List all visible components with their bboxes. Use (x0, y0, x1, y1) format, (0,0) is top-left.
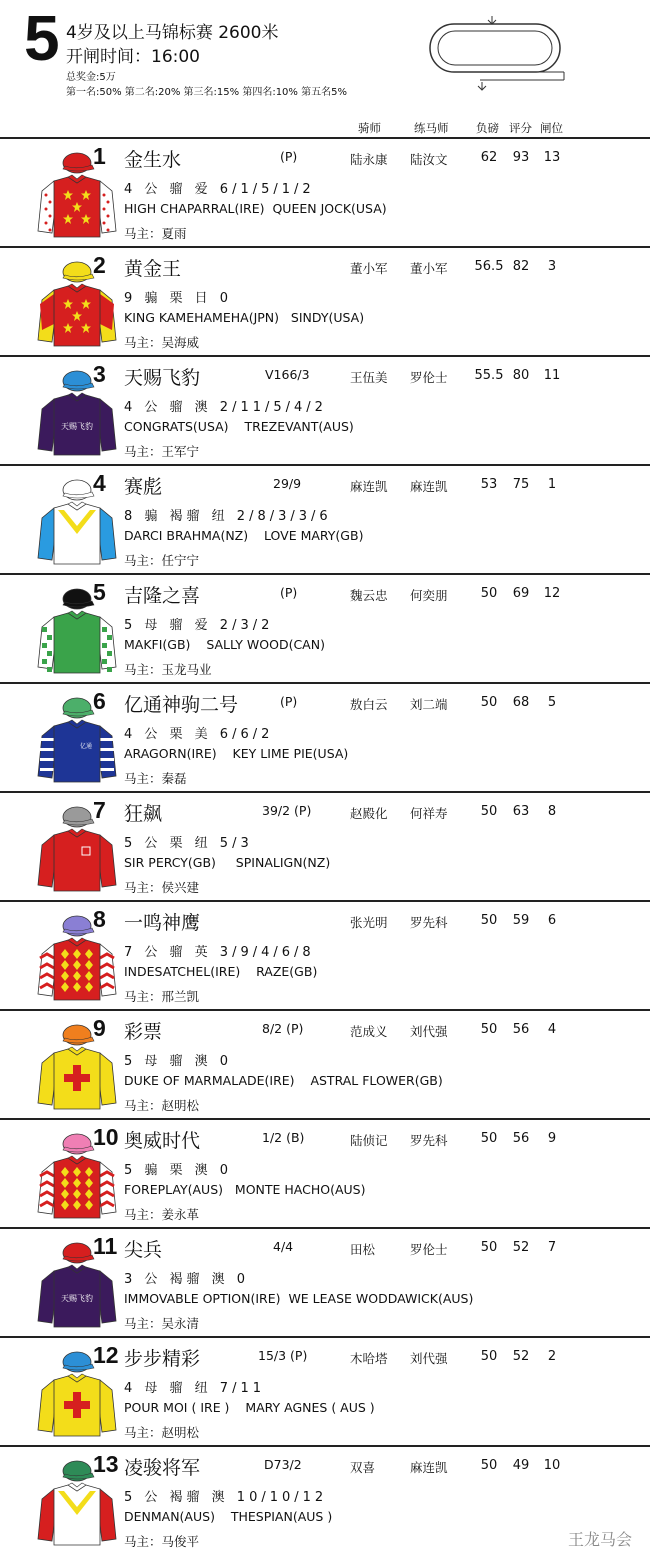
jockey-silks-icon (34, 908, 120, 1006)
race-start-time: 开闸时间：16:00 (66, 47, 200, 67)
jockey-silks-icon (34, 1017, 120, 1115)
draw-value: 4 (547, 1022, 557, 1037)
svg-text:亿通: 亿通 (79, 743, 93, 750)
horse-info: 4 公 骝 爱 6/1/5/1/2 (124, 182, 315, 197)
owner-line (124, 1314, 199, 1332)
horse-info: 5 公 栗 纽 5/3 (124, 836, 253, 851)
owner-name: 秦磊 (161, 771, 187, 786)
odds-note: D73/2 (264, 1457, 302, 1472)
jockey-name: 陆永康 (350, 152, 388, 167)
owner-name: 马俊平 (161, 1534, 200, 1549)
owner-name: 吴海威 (161, 335, 200, 350)
owner-line (124, 1423, 199, 1441)
jockey-silks-icon (34, 581, 120, 679)
jockey-name: 王伍美 (350, 370, 388, 385)
jockey-name: 魏云忠 (350, 588, 388, 603)
owner-label: 马主： (124, 989, 162, 1004)
weight-value: 62 (480, 150, 498, 165)
owner-label: 马主： (124, 444, 162, 459)
rating-value: 69 (512, 586, 530, 601)
owner-name: 玉龙马业 (161, 662, 212, 677)
trainer-name: 陆汝文 (410, 152, 448, 167)
trainer-name: 刘代强 (410, 1351, 448, 1366)
draw-value: 3 (547, 259, 557, 274)
pedigree: DENMAN(AUS) THESPIAN(AUS ) (124, 1509, 333, 1524)
pedigree: FOREPLAY(AUS) MONTE HACHO(AUS) (124, 1182, 366, 1197)
weight-value: 55.5 (474, 368, 504, 383)
owner-name: 侯兴建 (161, 880, 200, 895)
rating-value: 56 (512, 1131, 530, 1146)
odds-note: 15/3 (P) (258, 1348, 308, 1363)
runner-number: 13 (93, 1451, 119, 1477)
weight-value: 50 (480, 913, 498, 928)
horse-name: 一鸣神鹰 (124, 912, 201, 934)
odds-note: 39/2 (P) (262, 803, 312, 818)
owner-line (124, 333, 199, 351)
odds-note: V166/3 (265, 367, 310, 382)
header-rating: 评分 (509, 121, 532, 135)
pedigree: IMMOVABLE OPTION(IRE) WE LEASE WODDAWICK(AUS) (124, 1291, 474, 1306)
horse-info: 7 公 骝 英 3/9/4/6/8 (124, 945, 315, 960)
owner-label: 马主： (124, 1316, 162, 1331)
owner-line (124, 660, 212, 678)
odds-note: (P) (280, 149, 298, 164)
pedigree: INDESATCHEL(IRE) RAZE(GB) (124, 964, 318, 979)
runner-entry (0, 1118, 650, 1227)
runner-entry (0, 900, 650, 1009)
draw-value: 6 (547, 913, 557, 928)
runner-entry (0, 1227, 650, 1336)
runner-entry (0, 137, 650, 246)
draw-value: 7 (547, 1240, 557, 1255)
owner-name: 赵明松 (161, 1425, 200, 1440)
header-draw: 闸位 (540, 121, 563, 135)
runner-number: 12 (93, 1342, 119, 1368)
column-headers (0, 120, 650, 138)
horse-name: 金生水 (124, 149, 182, 171)
horse-info: 3 公 褐骝 澳 0 (124, 1272, 250, 1287)
race-title: 4岁及以上马锦标赛 2600米 (66, 23, 279, 43)
runner-number: 4 (93, 470, 106, 496)
horse-info: 4 公 骝 澳 2/11/5/4/2 (124, 400, 327, 415)
weight-value: 50 (480, 586, 498, 601)
owner-label: 马主： (124, 1534, 162, 1549)
pedigree: DARCI BRAHMA(NZ) LOVE MARY(GB) (124, 528, 364, 543)
weight-value: 56.5 (474, 259, 504, 274)
runner-number: 3 (93, 361, 106, 387)
draw-value: 5 (547, 695, 557, 710)
horse-name: 彩票 (124, 1021, 163, 1043)
owner-line (124, 1532, 199, 1550)
odds-note: 4/4 (273, 1239, 294, 1254)
owner-label: 马主： (124, 335, 162, 350)
owner-line (124, 551, 199, 569)
draw-value: 12 (543, 586, 561, 601)
draw-value: 2 (547, 1349, 557, 1364)
owner-line (124, 1205, 199, 1223)
owner-label: 马主： (124, 662, 162, 677)
runner-entry (0, 246, 650, 355)
horse-name: 赛彪 (124, 476, 163, 498)
jockey-name: 董小军 (350, 261, 388, 276)
runner-number: 1 (93, 143, 106, 169)
pedigree: KING KAMEHAMEHA(JPN) SINDY(USA) (124, 310, 365, 325)
trainer-name: 董小军 (410, 261, 448, 276)
owner-label: 马主： (124, 553, 162, 568)
jockey-name: 张光明 (350, 915, 388, 930)
owner-name: 任宁宁 (161, 553, 200, 568)
weight-value: 50 (480, 1458, 498, 1473)
weight-value: 50 (480, 1022, 498, 1037)
rating-value: 93 (512, 150, 530, 165)
runner-number: 9 (93, 1015, 106, 1041)
runner-entry (0, 682, 650, 791)
runner-number: 5 (93, 579, 106, 605)
draw-value: 13 (543, 150, 561, 165)
jockey-name: 陆侦记 (350, 1133, 388, 1148)
jockey-silks-icon (34, 799, 120, 897)
owner-name: 邢兰凯 (161, 989, 200, 1004)
track-diagram (424, 14, 569, 94)
owner-label: 马主： (124, 771, 162, 786)
horse-name: 天赐飞豹 (124, 367, 201, 389)
trainer-name: 罗先科 (410, 1133, 448, 1148)
payout-split: 第一名:50% 第二名:20% 第三名:15% 第四名:10% 第五名5% (66, 87, 347, 98)
trainer-name: 何奕朋 (410, 588, 448, 603)
owner-label: 马主： (124, 1207, 162, 1222)
odds-note: 1/2 (B) (262, 1130, 305, 1145)
header-weight: 负磅 (476, 121, 499, 135)
rating-value: 75 (512, 477, 530, 492)
weight-value: 50 (480, 1349, 498, 1364)
prize-pool: 总奖金:5万 (66, 72, 116, 83)
runner-number: 7 (93, 797, 106, 823)
draw-value: 1 (547, 477, 557, 492)
header-jockey: 骑师 (358, 121, 381, 135)
weight-value: 50 (480, 695, 498, 710)
runner-number: 6 (93, 688, 106, 714)
rating-value: 52 (512, 1240, 530, 1255)
owner-line (124, 1096, 199, 1114)
trainer-name: 麻连凯 (410, 479, 448, 494)
runner-number: 8 (93, 906, 106, 932)
owner-label: 马主： (124, 880, 162, 895)
runner-entry (0, 791, 650, 900)
watermark: 王龙马会 (567, 1530, 632, 1549)
svg-text:天赐飞豹: 天赐飞豹 (61, 422, 93, 431)
weight-value: 50 (480, 1131, 498, 1146)
odds-note: 29/9 (273, 476, 302, 491)
horse-info: 9 骟 栗 日 0 (124, 291, 233, 306)
pedigree: CONGRATS(USA) TREZEVANT(AUS) (124, 419, 354, 434)
runner-entry (0, 1009, 650, 1118)
horse-name: 步步精彩 (124, 1348, 201, 1370)
owner-line (124, 987, 199, 1005)
rating-value: 56 (512, 1022, 530, 1037)
runner-entry (0, 573, 650, 682)
owner-name: 王军宁 (161, 444, 200, 459)
pedigree: POUR MOI ( IRE ) MARY AGNES ( AUS ) (124, 1400, 375, 1415)
rating-value: 80 (512, 368, 530, 383)
owner-label: 马主： (124, 1098, 162, 1113)
draw-value: 11 (543, 368, 561, 383)
horse-name: 黄金王 (124, 258, 182, 280)
horse-info: 5 母 骝 澳 0 (124, 1054, 233, 1069)
jockey-silks-icon (34, 690, 120, 788)
race-number: 5 (24, 2, 60, 74)
runner-entry (0, 1445, 650, 1554)
horse-info: 5 母 骝 爱 2/3/2 (124, 618, 274, 633)
trainer-name: 何祥寿 (410, 806, 448, 821)
horse-info: 8 骟 褐骝 纽 2/8/3/3/6 (124, 509, 332, 524)
odds-note: (P) (280, 694, 298, 709)
owner-name: 夏雨 (161, 226, 187, 241)
runner-number: 2 (93, 252, 106, 278)
runner-number: 11 (93, 1233, 118, 1259)
jockey-silks-icon (34, 363, 120, 461)
weight-value: 53 (480, 477, 498, 492)
odds-note: 8/2 (P) (262, 1021, 304, 1036)
pedigree: HIGH CHAPARRAL(IRE) QUEEN JOCK(USA) (124, 201, 387, 216)
pedigree: SIR PERCY(GB) SPINALIGN(NZ) (124, 855, 331, 870)
owner-line (124, 878, 199, 896)
horse-name: 狂飙 (124, 803, 163, 825)
pedigree: DUKE OF MARMALADE(IRE) ASTRAL FLOWER(GB) (124, 1073, 443, 1088)
entries-list (0, 137, 650, 1554)
trainer-name: 罗先科 (410, 915, 448, 930)
weight-value: 50 (480, 804, 498, 819)
weight-value: 50 (480, 1240, 498, 1255)
owner-label: 马主： (124, 226, 162, 241)
horse-name: 奥威时代 (124, 1130, 201, 1152)
jockey-name: 田松 (350, 1242, 376, 1257)
rating-value: 68 (512, 695, 530, 710)
horse-name: 吉隆之喜 (124, 585, 201, 607)
rating-value: 63 (512, 804, 530, 819)
horse-info: 4 母 骝 纽 7/11 (124, 1381, 265, 1396)
horse-name: 亿通神驹二号 (124, 694, 239, 716)
jockey-silks-icon (34, 472, 120, 570)
rating-value: 49 (512, 1458, 530, 1473)
pedigree: MAKFI(GB) SALLY WOOD(CAN) (124, 637, 325, 652)
trainer-name: 罗伦士 (410, 1242, 448, 1257)
owner-name: 姜永革 (161, 1207, 200, 1222)
horse-info: 4 公 栗 美 6/6/2 (124, 727, 274, 742)
jockey-name: 双喜 (350, 1460, 376, 1475)
jockey-name: 木哈塔 (350, 1351, 388, 1366)
rating-value: 59 (512, 913, 530, 928)
owner-line (124, 224, 187, 242)
owner-name: 赵明松 (161, 1098, 200, 1113)
runner-entry (0, 464, 650, 573)
jockey-name: 赵殿化 (350, 806, 388, 821)
header-trainer: 练马师 (414, 121, 449, 135)
runner-entry (0, 1336, 650, 1445)
pedigree: ARAGORN(IRE) KEY LIME PIE(USA) (124, 746, 349, 761)
draw-value: 8 (547, 804, 557, 819)
horse-name: 尖兵 (124, 1239, 163, 1261)
runner-entry (0, 355, 650, 464)
owner-line (124, 769, 187, 787)
jockey-silks-icon (34, 254, 120, 352)
jockey-name: 敖白云 (350, 697, 388, 712)
draw-value: 10 (543, 1458, 561, 1473)
trainer-name: 刘代强 (410, 1024, 448, 1039)
trainer-name: 麻连凯 (410, 1460, 448, 1475)
jockey-name: 范成义 (350, 1024, 388, 1039)
runner-number: 10 (93, 1124, 119, 1150)
draw-value: 9 (547, 1131, 557, 1146)
owner-label: 马主： (124, 1425, 162, 1440)
owner-name: 吴永清 (161, 1316, 200, 1331)
svg-text:天赐飞豹: 天赐飞豹 (61, 1294, 93, 1303)
jockey-name: 麻连凯 (350, 479, 388, 494)
trainer-name: 刘二端 (410, 697, 448, 712)
owner-line (124, 442, 199, 460)
horse-info: 5 公 褐骝 澳 10/10/12 (124, 1490, 328, 1505)
rating-value: 82 (512, 259, 530, 274)
jockey-silks-icon (34, 145, 120, 243)
horse-info: 5 骟 栗 澳 0 (124, 1163, 233, 1178)
odds-note: (P) (280, 585, 298, 600)
trainer-name: 罗伦士 (410, 370, 448, 385)
rating-value: 52 (512, 1349, 530, 1364)
horse-name: 凌骏将军 (124, 1457, 201, 1479)
